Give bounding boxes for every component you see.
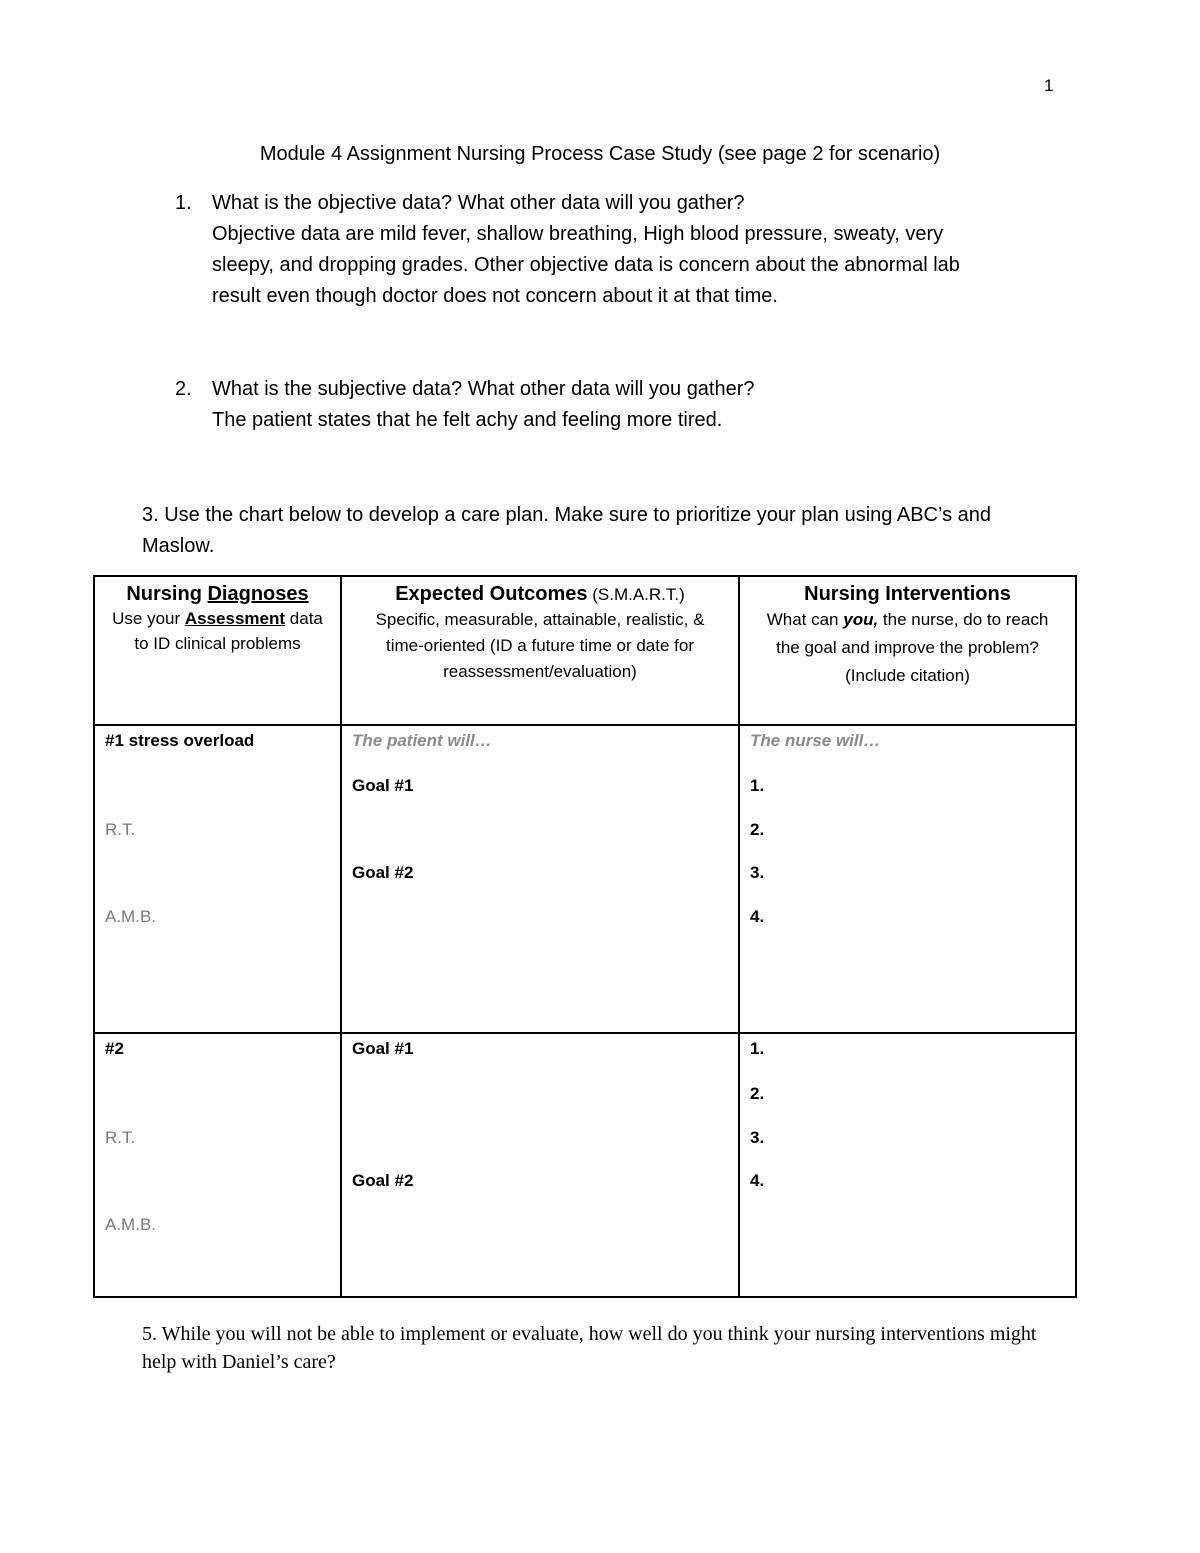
question-1-answer-line-1: Objective data are mild fever, shallow breathing, High blood pressure, sweaty, very: [212, 223, 944, 245]
intervention-cell-2[interactable]: [739, 1033, 1076, 1297]
question-1-answer-line-2: sleepy, and dropping grades. Other objective data is concern about the abnormal lab: [212, 254, 960, 276]
header-diagnoses-prefix: Nursing: [126, 583, 208, 605]
header-interventions-sub-emph: you,: [843, 610, 879, 629]
header-outcomes-title: Expected Outcomes: [395, 583, 588, 605]
header-outcomes-sub: Specific, measurable, attainable, realistic, & time-oriented (ID a future time or date for reassessment/evaluation): [375, 610, 705, 681]
question-5: 5. While you will not be able to implement or evaluate, how well do you think your nursing interventions might help with Daniel’s care?: [142, 1323, 1037, 1373]
page-number: 1: [1044, 76, 1054, 95]
question-3: [142, 500, 1072, 562]
question-1: [0, 188, 1200, 318]
question-3-line-1: 3. Use the chart below to develop a care plan. Make sure to prioritize your plan using ABC’s and: [142, 504, 991, 526]
outcome-1-goal-2: Goal #2: [352, 863, 414, 882]
table-row: [94, 1033, 1076, 1297]
header-interventions-title: Nursing Interventions: [804, 583, 1011, 605]
table-header-row: [94, 576, 1076, 725]
header-nursing-diagnoses: [94, 576, 341, 725]
care-plan-table: [93, 575, 1077, 1298]
outcome-cell-2[interactable]: [341, 1033, 739, 1297]
header-interventions-sub-rest: the nurse, do to reach the goal and improve the problem?: [776, 610, 1049, 657]
table-row: [94, 725, 1076, 1033]
intervention-1-item-4: 4.: [750, 907, 765, 926]
intervention-2-item-2: 2.: [750, 1084, 765, 1103]
outcome-2-goal-1: Goal #1: [352, 1039, 414, 1058]
header-expected-outcomes: [341, 576, 739, 725]
intervention-1-item-3: 3.: [750, 863, 765, 882]
diagnosis-1-amb: A.M.B.: [105, 907, 157, 926]
question-2: [0, 374, 1200, 438]
question-3-line-2: Maslow.: [142, 535, 215, 557]
intervention-1-item-2: 2.: [750, 820, 765, 839]
diagnosis-2-rt: R.T.: [105, 1128, 136, 1147]
header-outcomes-smart: (S.M.A.R.T.): [587, 585, 685, 604]
header-diagnoses-sub-prefix: Use your: [112, 609, 185, 628]
intervention-cell-1[interactable]: [739, 725, 1076, 1033]
header-nursing-interventions: [739, 576, 1076, 725]
header-interventions-sub-prefix: What can: [766, 610, 844, 629]
outcome-1-prompt: The patient will…: [352, 731, 492, 750]
intervention-2-item-4: 4.: [750, 1171, 765, 1190]
question-2-number: 2.: [175, 378, 192, 400]
intervention-2-item-1: 1.: [750, 1039, 765, 1058]
intervention-1-prompt: The nurse will…: [750, 731, 881, 750]
outcome-cell-1[interactable]: [341, 725, 739, 1033]
header-interventions-citation: (Include citation): [845, 666, 970, 685]
outcome-1-goal-1: Goal #1: [352, 776, 414, 795]
diagnosis-cell-2[interactable]: [94, 1033, 341, 1297]
diagnosis-1-label: #1 stress overload: [105, 731, 255, 750]
intervention-1-item-1: 1.: [750, 776, 765, 795]
diagnosis-2-amb: A.M.B.: [105, 1215, 157, 1234]
question-1-number: 1.: [175, 192, 192, 214]
header-diagnoses-underlined: Diagnoses: [207, 583, 309, 605]
header-diagnoses-sub-underlined: Assessment: [184, 609, 286, 628]
diagnosis-cell-1[interactable]: [94, 725, 341, 1033]
question-1-answer-line-3: result even though doctor does not concern about it at that time.: [212, 285, 778, 307]
question-2-answer: The patient states that he felt achy and feeling more tired.: [212, 409, 723, 431]
question-2-text: What is the subjective data? What other data will you gather?: [212, 378, 755, 400]
outcome-2-goal-2: Goal #2: [352, 1171, 414, 1190]
question-1-text: What is the objective data? What other data will you gather?: [212, 192, 745, 214]
diagnosis-2-label: #2: [105, 1039, 124, 1058]
diagnosis-1-rt: R.T.: [105, 820, 136, 839]
intervention-2-item-3: 3.: [750, 1128, 765, 1147]
page-title: Module 4 Assignment Nursing Process Case Study (see page 2 for scenario): [259, 143, 941, 165]
header-diagnoses-sub-rest: data to ID clinical problems: [134, 609, 323, 653]
